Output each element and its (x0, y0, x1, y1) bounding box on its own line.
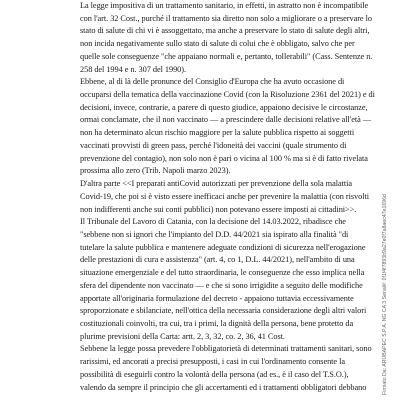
signature-stamp: Firmato Da: ARUBAPEC S.P.A. NG CA 3 Serial#: 0f1f4f7893b9a27e0f7a8aec47e1696d (382, 194, 388, 395)
document-body (80, 0, 380, 394)
text-line: vaccinati provvisti di green pass, perché l'idoneità dei vaccini (quale strumento di (80, 140, 347, 150)
text-line: stato di salute di chi vi è assoggettato, ma anche a preservare lo stato di salute degli altri, (80, 26, 370, 36)
text-line: Covid-19, che poi si è visto essere inefficaci anche per prevenire la malattia (con risvolti (80, 191, 369, 201)
text-line: occuparsi della tematica della vaccinazione Covid (con la Risoluzione 2361 del 2021) e di (80, 90, 375, 100)
text-line: D'altra parte <<I preparati antiCovid autorizzati per prevenzione della sola malattia (80, 179, 352, 189)
text-line: con l'art. 32 Cost., purché il trattamento sia diretto non solo a migliorare o a preservare lo (80, 13, 372, 23)
text-line: 258 del 1994 e n. 307 del 1990). (80, 64, 187, 74)
text-line: quelle sole conseguenze "che appaiano normali e, pertanto, tollerabili" (Cass. Sentenze n. (80, 51, 373, 61)
text-line: sfera del dipendente non vaccinato — e che si sono irrigidite a seguito delle modifiche (80, 280, 363, 290)
text-line: decisioni, invece, contrarie, a parere di questo giudice, appaiono decisive le circostanze, (80, 102, 368, 112)
text-line: plurime previsioni della Carta: artt. 2, 3, 32, co. 2, 36, 41 Cost. (80, 331, 285, 341)
text-line: non indifferenti anche sui conti pubblici) non potevano essere imposti ai cittadini>>. (80, 204, 357, 214)
text-line: sproporzionate e sbilanciate, nell'ottica della necessaria considerazione degli altri valori (80, 306, 367, 316)
text-line: costituzionali coinvolti, tra cui, tra i primi, la dignità della persona, bene protetto da (80, 318, 354, 328)
text-line: prossima allo zero (Trib. Napoli marzo 2023). (80, 166, 231, 176)
text-line: non incida negativamente sullo stato di salute di colui che è obbligato, salvo che per (80, 39, 355, 49)
text-line: prevenzione del contagio), non solo non è pari o vicina al 100 % ma si è di fatto rivelata (80, 153, 368, 163)
text-line: Sebbene la legge possa prevedere l'obbligatorietà di determinati trattamenti sanitari, sono (80, 344, 372, 354)
text-line: Ebbene, al di là delle pronunce del Consiglio d'Europa che ha avuto occasione di (80, 77, 345, 87)
text-line: ormai conclamate, che il non vaccinato — a prescindere dalle decisioni relative all'età — (80, 115, 371, 125)
text-line: situazione emergenziale e del tutto straordinaria, le conseguenze che esso implica nella (80, 268, 365, 278)
text-line: non ha determinato alcun rischio maggiore per la salute pubblica rispetto ai soggetti (80, 128, 355, 138)
text-line: apportate all'originaria formulazione del decreto - appaiono tuttavia eccessivamente (80, 293, 354, 303)
text-line: rarissimi, ed ancorati a precisi presupposti, i casi in cui l'ordinamento consente la (80, 357, 345, 367)
text-line: valendo da sempre il principio che gli accertamenti ed i trattamenti obbligatori debbano (80, 382, 367, 392)
text-line: La legge impositiva di un trattamento sanitario, in effetti, in astratto non è incompatibile (80, 1, 369, 10)
text-line: tutelare la salute pubblica e mantenere adeguate condizioni di sicurezza nell'erogazione (80, 242, 366, 252)
text-line: possibilità di eseguirli contro la volontà della persona (ad es., è il caso del T.S.O.), (80, 369, 349, 379)
text-line: Il Tribunale del Lavoro di Catania, con la decisione del 14.03.2022, ribadisce che (80, 217, 346, 227)
text-line: delle prestazioni di cura e assistenza" (art. 4, co 1, D.L. 44/2021), nell'ambito di una (80, 255, 355, 265)
text-line: "sebbene non si ignori che l'impianto del D.D. 44/2021 sia ispirato alla finalità "di (80, 229, 349, 239)
